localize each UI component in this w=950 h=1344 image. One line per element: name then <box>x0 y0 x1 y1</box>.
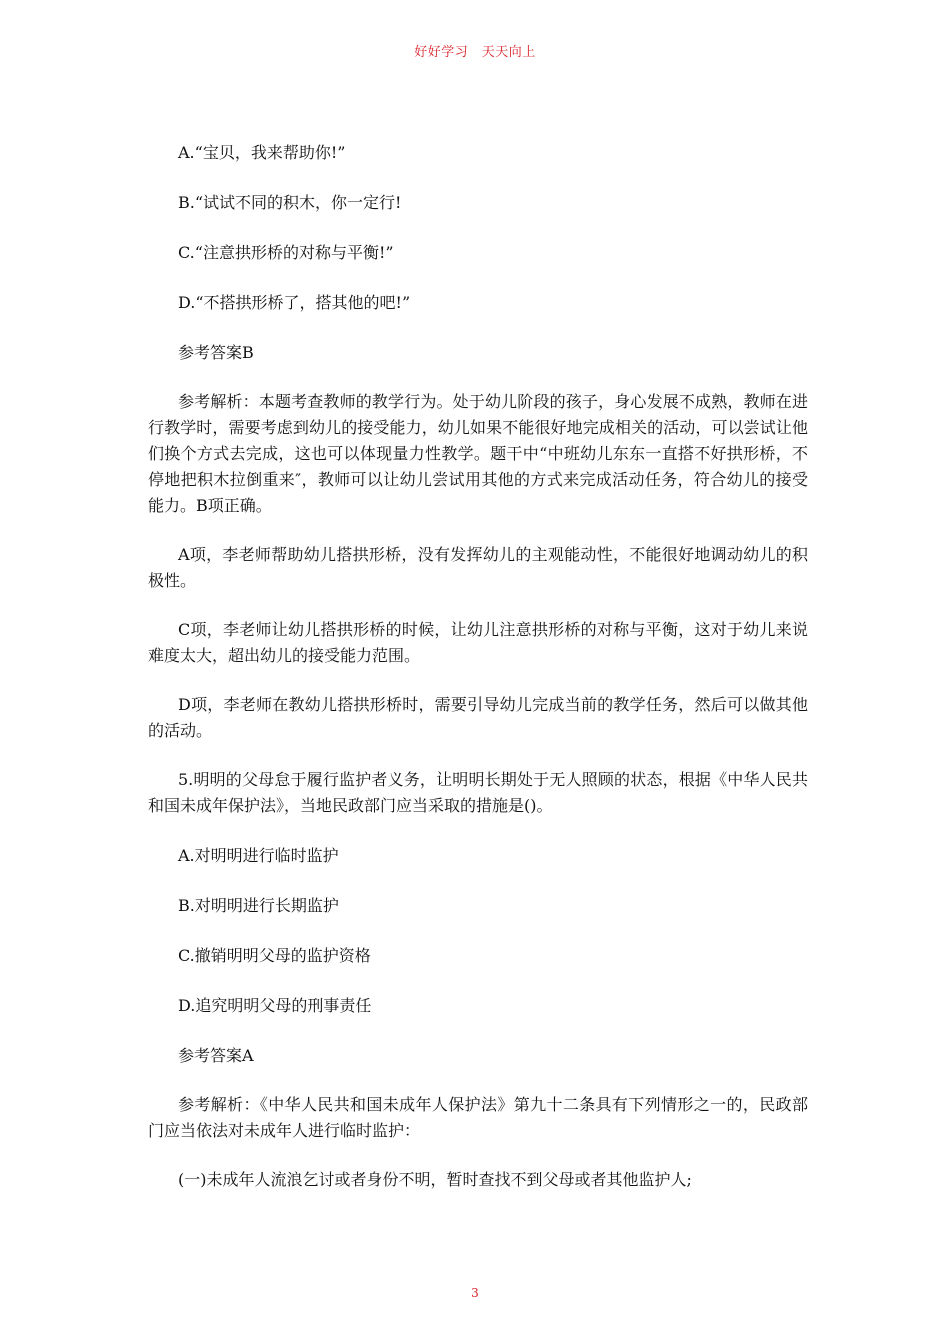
q4-option-c: C.“注意拱形桥的对称与平衡!” <box>178 243 394 262</box>
q5-option-b: B.对明明进行长期监护 <box>178 896 339 915</box>
q4-option-a: A.“宝贝，我来帮助你!” <box>178 143 346 162</box>
page-number: 3 <box>471 1286 479 1300</box>
q4-option-b: B.“试试不同的积木，你一定行! <box>178 193 402 212</box>
q4-analysis-a: A项，李老师帮助幼儿搭拱形桥，没有发挥幼儿的主观能动性，不能很好地调动幼儿的积极性。 <box>148 545 808 590</box>
q5-option-c: C.撤销明明父母的监护资格 <box>178 946 371 965</box>
q5-option-a: A.对明明进行临时监护 <box>178 846 339 865</box>
q5-option-d: D.追究明明父母的刑事责任 <box>178 996 372 1015</box>
q4-option-d: D.“不搭拱形桥了，搭其他的吧!” <box>178 293 411 312</box>
q5-answer: 参考答案A <box>178 1046 254 1065</box>
q5-analysis: 参考解析：《中华人民共和国未成年人保护法》第九十二条具有下列情形之一的，民政部门应当依法对未成年人进行临时监护： <box>148 1095 808 1140</box>
q4-analysis-c: C项，李老师让幼儿搭拱形桥的时候，让幼儿注意拱形桥的对称与平衡，这对于幼儿来说难度太大，超出幼儿的接受能力范围。 <box>148 620 808 665</box>
q4-analysis: 参考解析：本题考查教师的教学行为。处于幼儿阶段的孩子，身心发展不成熟，教师在进行教学时，需要考虑到幼儿的接受能力，幼儿如果不能很好地完成相关的活动，可以尝试让他们换个方式去完成，这也可以体现量力性教学。题干中“中班幼儿东东一直搭不好拱形桥，不停地把积木拉倒重来″，教师可以让幼儿尝试用其他的方式来完成活动任务，符合幼儿的接受能力。B项正确。 <box>148 392 808 515</box>
q4-answer: 参考答案B <box>178 343 254 362</box>
page-header: 好好学习 天天向上 <box>414 45 536 60</box>
document-body <box>148 140 808 1193</box>
q5-item-1: (一)未成年人流浪乞讨或者身份不明，暂时查找不到父母或者其他监护人; <box>178 1170 692 1189</box>
q5-question: 5.明明的父母怠于履行监护者义务，让明明长期处于无人照顾的状态，根据《中华人民共和国未成年保护法》，当地民政部门应当采取的措施是()。 <box>148 770 808 815</box>
q4-analysis-d: D项，李老师在教幼儿搭拱形桥时，需要引导幼儿完成当前的教学任务，然后可以做其他的活动。 <box>148 695 808 740</box>
